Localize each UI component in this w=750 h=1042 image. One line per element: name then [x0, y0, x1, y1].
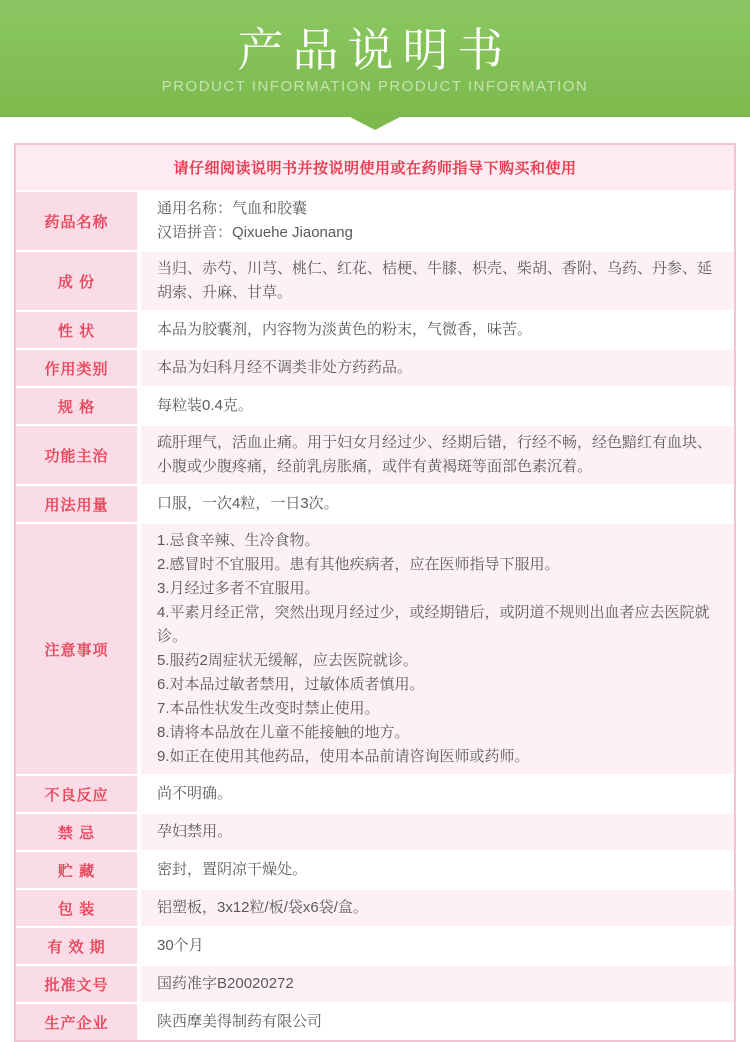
content-line: 通用名称：气血和胶囊 [157, 200, 308, 217]
content-line: 尚不明确。 [157, 785, 233, 802]
content-line: 陕西摩美得制药有限公司 [157, 1013, 323, 1030]
content-line: 6.对本品过敏者禁用，过敏体质者慎用。 [157, 676, 425, 693]
content-line: 铝塑板，3x12粒/板/袋x6袋/盒。 [157, 899, 368, 916]
row-label: 生产企业 [16, 1004, 141, 1040]
row-content [141, 524, 734, 774]
table-row [16, 812, 734, 850]
row-label: 批准文号 [16, 966, 141, 1002]
content-line: 当归、赤芍、川芎、桃仁、红花、桔梗、牛膝、枳壳、柴胡、香附、乌药、丹参、延胡索、升麻、甘草。 [157, 260, 713, 301]
content-line: 口服，一次4粒，一日3次。 [157, 495, 339, 512]
page-subtitle: PRODUCT INFORMATION PRODUCT INFORMATION [161, 78, 589, 95]
row-content [141, 192, 734, 250]
table-row [16, 964, 734, 1002]
row-label: 性 状 [16, 312, 141, 348]
notice-row: 请仔细阅读说明书并按说明使用或在药师指导下购买和使用 [16, 145, 734, 190]
row-content [141, 928, 734, 964]
content-line: 疏肝理气，活血止痛。用于妇女月经过少、经期后错，行经不畅，经色黯红有血块、小腹或少腹疼痛，经前乳房胀痛，或伴有黄褐斑等面部色素沉着。 [157, 434, 713, 475]
row-content [141, 1004, 734, 1040]
banner-arrow-icon [350, 117, 400, 130]
row-label: 作用类别 [16, 350, 141, 386]
content-line: 8.请将本品放在儿童不能接触的地方。 [157, 724, 410, 741]
table-row [16, 310, 734, 348]
content-line: 孕妇禁用。 [157, 823, 233, 840]
content-line: 1.忌食辛辣、生冷食物。 [157, 532, 320, 549]
content-line: 本品为胶囊剂，内容物为淡黄色的粉末，气微香，味苦。 [157, 321, 533, 338]
content-line: 本品为妇科月经不调类非处方药药品。 [157, 359, 413, 376]
table-body [16, 190, 734, 1040]
table-row [16, 250, 734, 310]
table-row [16, 348, 734, 386]
row-label: 不良反应 [16, 776, 141, 812]
table-row [16, 926, 734, 964]
content-line: 9.如正在使用其他药品，使用本品前请咨询医师或药师。 [157, 748, 530, 765]
header-banner [0, 0, 750, 117]
table-row [16, 522, 734, 774]
row-label: 成 份 [16, 252, 141, 310]
table-row [16, 888, 734, 926]
row-label: 包 装 [16, 890, 141, 926]
table-row [16, 774, 734, 812]
row-label: 用法用量 [16, 486, 141, 522]
row-content [141, 426, 734, 484]
row-label: 有 效 期 [16, 928, 141, 964]
row-label: 功能主治 [16, 426, 141, 484]
row-content [141, 814, 734, 850]
row-label: 规 格 [16, 388, 141, 424]
row-label: 禁 忌 [16, 814, 141, 850]
spec-table [14, 143, 736, 1042]
row-label: 注意事项 [16, 524, 141, 774]
table-row [16, 1002, 734, 1040]
content-line: 5.服药2周症状无缓解，应去医院就诊。 [157, 652, 418, 669]
row-content [141, 350, 734, 386]
row-content [141, 852, 734, 888]
content-line: 4.平素月经正常，突然出现月经过少，或经期错后，或阴道不规则出血者应去医院就诊。 [157, 604, 710, 645]
row-content [141, 486, 734, 522]
content-line: 每粒装0.4克。 [157, 397, 253, 414]
table-row [16, 424, 734, 484]
row-label: 贮 藏 [16, 852, 141, 888]
row-label: 药品名称 [16, 192, 141, 250]
content-line: 30个月 [157, 937, 204, 954]
content-line: 3.月经过多者不宜服用。 [157, 580, 320, 597]
table-row [16, 190, 734, 250]
table-row [16, 484, 734, 522]
page-title: 产品说明书 [237, 24, 513, 76]
row-content [141, 966, 734, 1002]
table-row [16, 386, 734, 424]
content-line: 7.本品性状发生改变时禁止使用。 [157, 700, 380, 717]
row-content [141, 388, 734, 424]
row-content [141, 890, 734, 926]
row-content [141, 252, 734, 310]
content-line: 密封，置阴凉干燥处。 [157, 861, 308, 878]
content-line: 国药准字B20020272 [157, 975, 294, 992]
row-content [141, 776, 734, 812]
content-line: 2.感冒时不宜服用。患有其他疾病者，应在医师指导下服用。 [157, 556, 560, 573]
row-content [141, 312, 734, 348]
content-line: 汉语拼音：Qixuehe Jiaonang [157, 224, 353, 241]
table-row [16, 850, 734, 888]
